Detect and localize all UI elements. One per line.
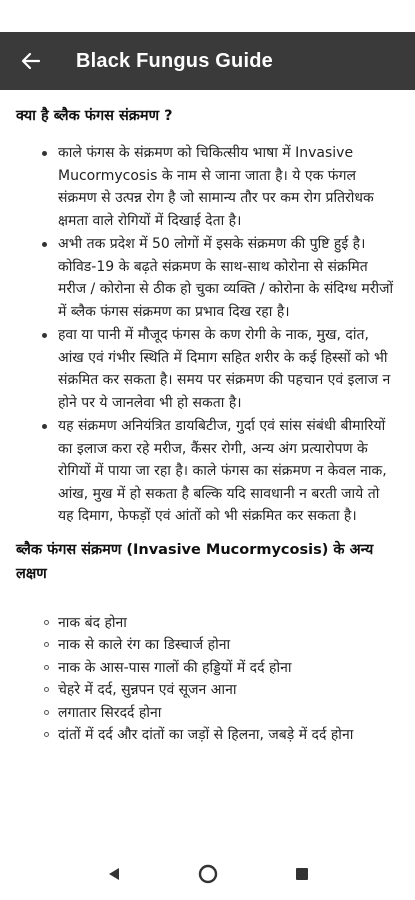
app-title: Black Fungus Guide [76,49,273,72]
article-content[interactable] [0,90,415,848]
what-is-list [16,142,399,528]
app-bar [0,32,415,90]
system-nav-bar [0,848,415,900]
nav-home-button[interactable] [196,862,220,886]
section-heading-what-is: क्या है ब्लैक फंगस संक्रमण ? [16,108,173,124]
circle-bullet-icon [44,732,49,737]
status-bar [0,0,415,32]
circle-home-icon [197,863,219,885]
square-recents-icon [294,866,310,882]
list-item: नाक से काले रंग का डिस्चार्ज होना [44,634,399,657]
list-item: दांतों में दर्द और दांतों का जड़ों से हिलना, जबड़े में दर्द होना [44,724,399,747]
nav-recents-button[interactable] [290,862,314,886]
list-item: नाक के आस-पास गालों की हड्डियों में दर्द होना [44,657,399,680]
bullet-icon [42,151,47,156]
triangle-back-icon [106,866,122,882]
list-item: हवा या पानी में मौजूद फंगस के कण रोगी के नाक, मुख, दांत, आंख एवं गंभीर स्थिति में दिमाग सहित शरीर के कई हिस्सों को भी संक्रमित कर सकता है। समय पर संक्रमण की पहचान एवं इलाज न होने पर ये जानलेवा भी हो सकता है। [42,324,399,414]
list-item: चेहरे में दर्द, सुन्नपन एवं सूजन आना [44,679,399,702]
scroll-fade [0,830,415,848]
list-item: नाक बंद होना [44,612,399,635]
bullet-icon [42,333,47,338]
circle-bullet-icon [44,665,49,670]
back-button[interactable] [16,46,46,76]
arrow-left-icon [21,51,41,71]
bullet-icon [42,242,47,247]
circle-bullet-icon [44,642,49,647]
list-item: काले फंगस के संक्रमण को चिकित्सीय भाषा में Invasive Mucormycosis के नाम से जाना जाता है। ये एक फंगल संक्रमण से उत्पन्न रोग है जो सामान्य तौर पर कम रोग प्रतिरोधक क्षमता वाले रोगियों में दिखाई देता है। [42,142,399,232]
symptoms-list [16,612,399,747]
list-item: अभी तक प्रदेश में 50 लोगों में इसके संक्रमण की पुष्टि हुई है। कोविड-19 के बढ़ते संक्रमण के साथ-साथ कोरोना से संक्रमित मरीज / कोरोना से ठीक हो चुका व्यक्ति / कोरोना के संदिग्ध मरीजों में ब्लैक फंगस संक्रमण का प्रभाव दिख रहा है। [42,233,399,323]
circle-bullet-icon [44,620,49,625]
circle-bullet-icon [44,710,49,715]
bullet-icon [42,424,47,429]
section-heading-symptoms: ब्लैक फंगस संक्रमण (Invasive Mucormycosis) के अन्य लक्षण [16,541,374,582]
nav-back-button[interactable] [102,862,126,886]
circle-bullet-icon [44,687,49,692]
list-item: लगातार सिरदर्द होना [44,702,399,725]
list-item: यह संक्रमण अनियंत्रित डायबिटीज, गुर्दा एवं सांस संबंधी बीमारियों का इलाज करा रहे मरीज, कैंसर रोगी, अन्य अंग प्रत्यारोपण के रोगियों में पाया जा रहा है। काले फंगस का संक्रमण न केवल नाक, आंख, मुख में हो सकता है बल्कि यदि सावधानी न बरती जाये तो यह दिमाग, फेफड़ों एवं आंतों को भी संक्रमित कर सकता है। [42,415,399,528]
